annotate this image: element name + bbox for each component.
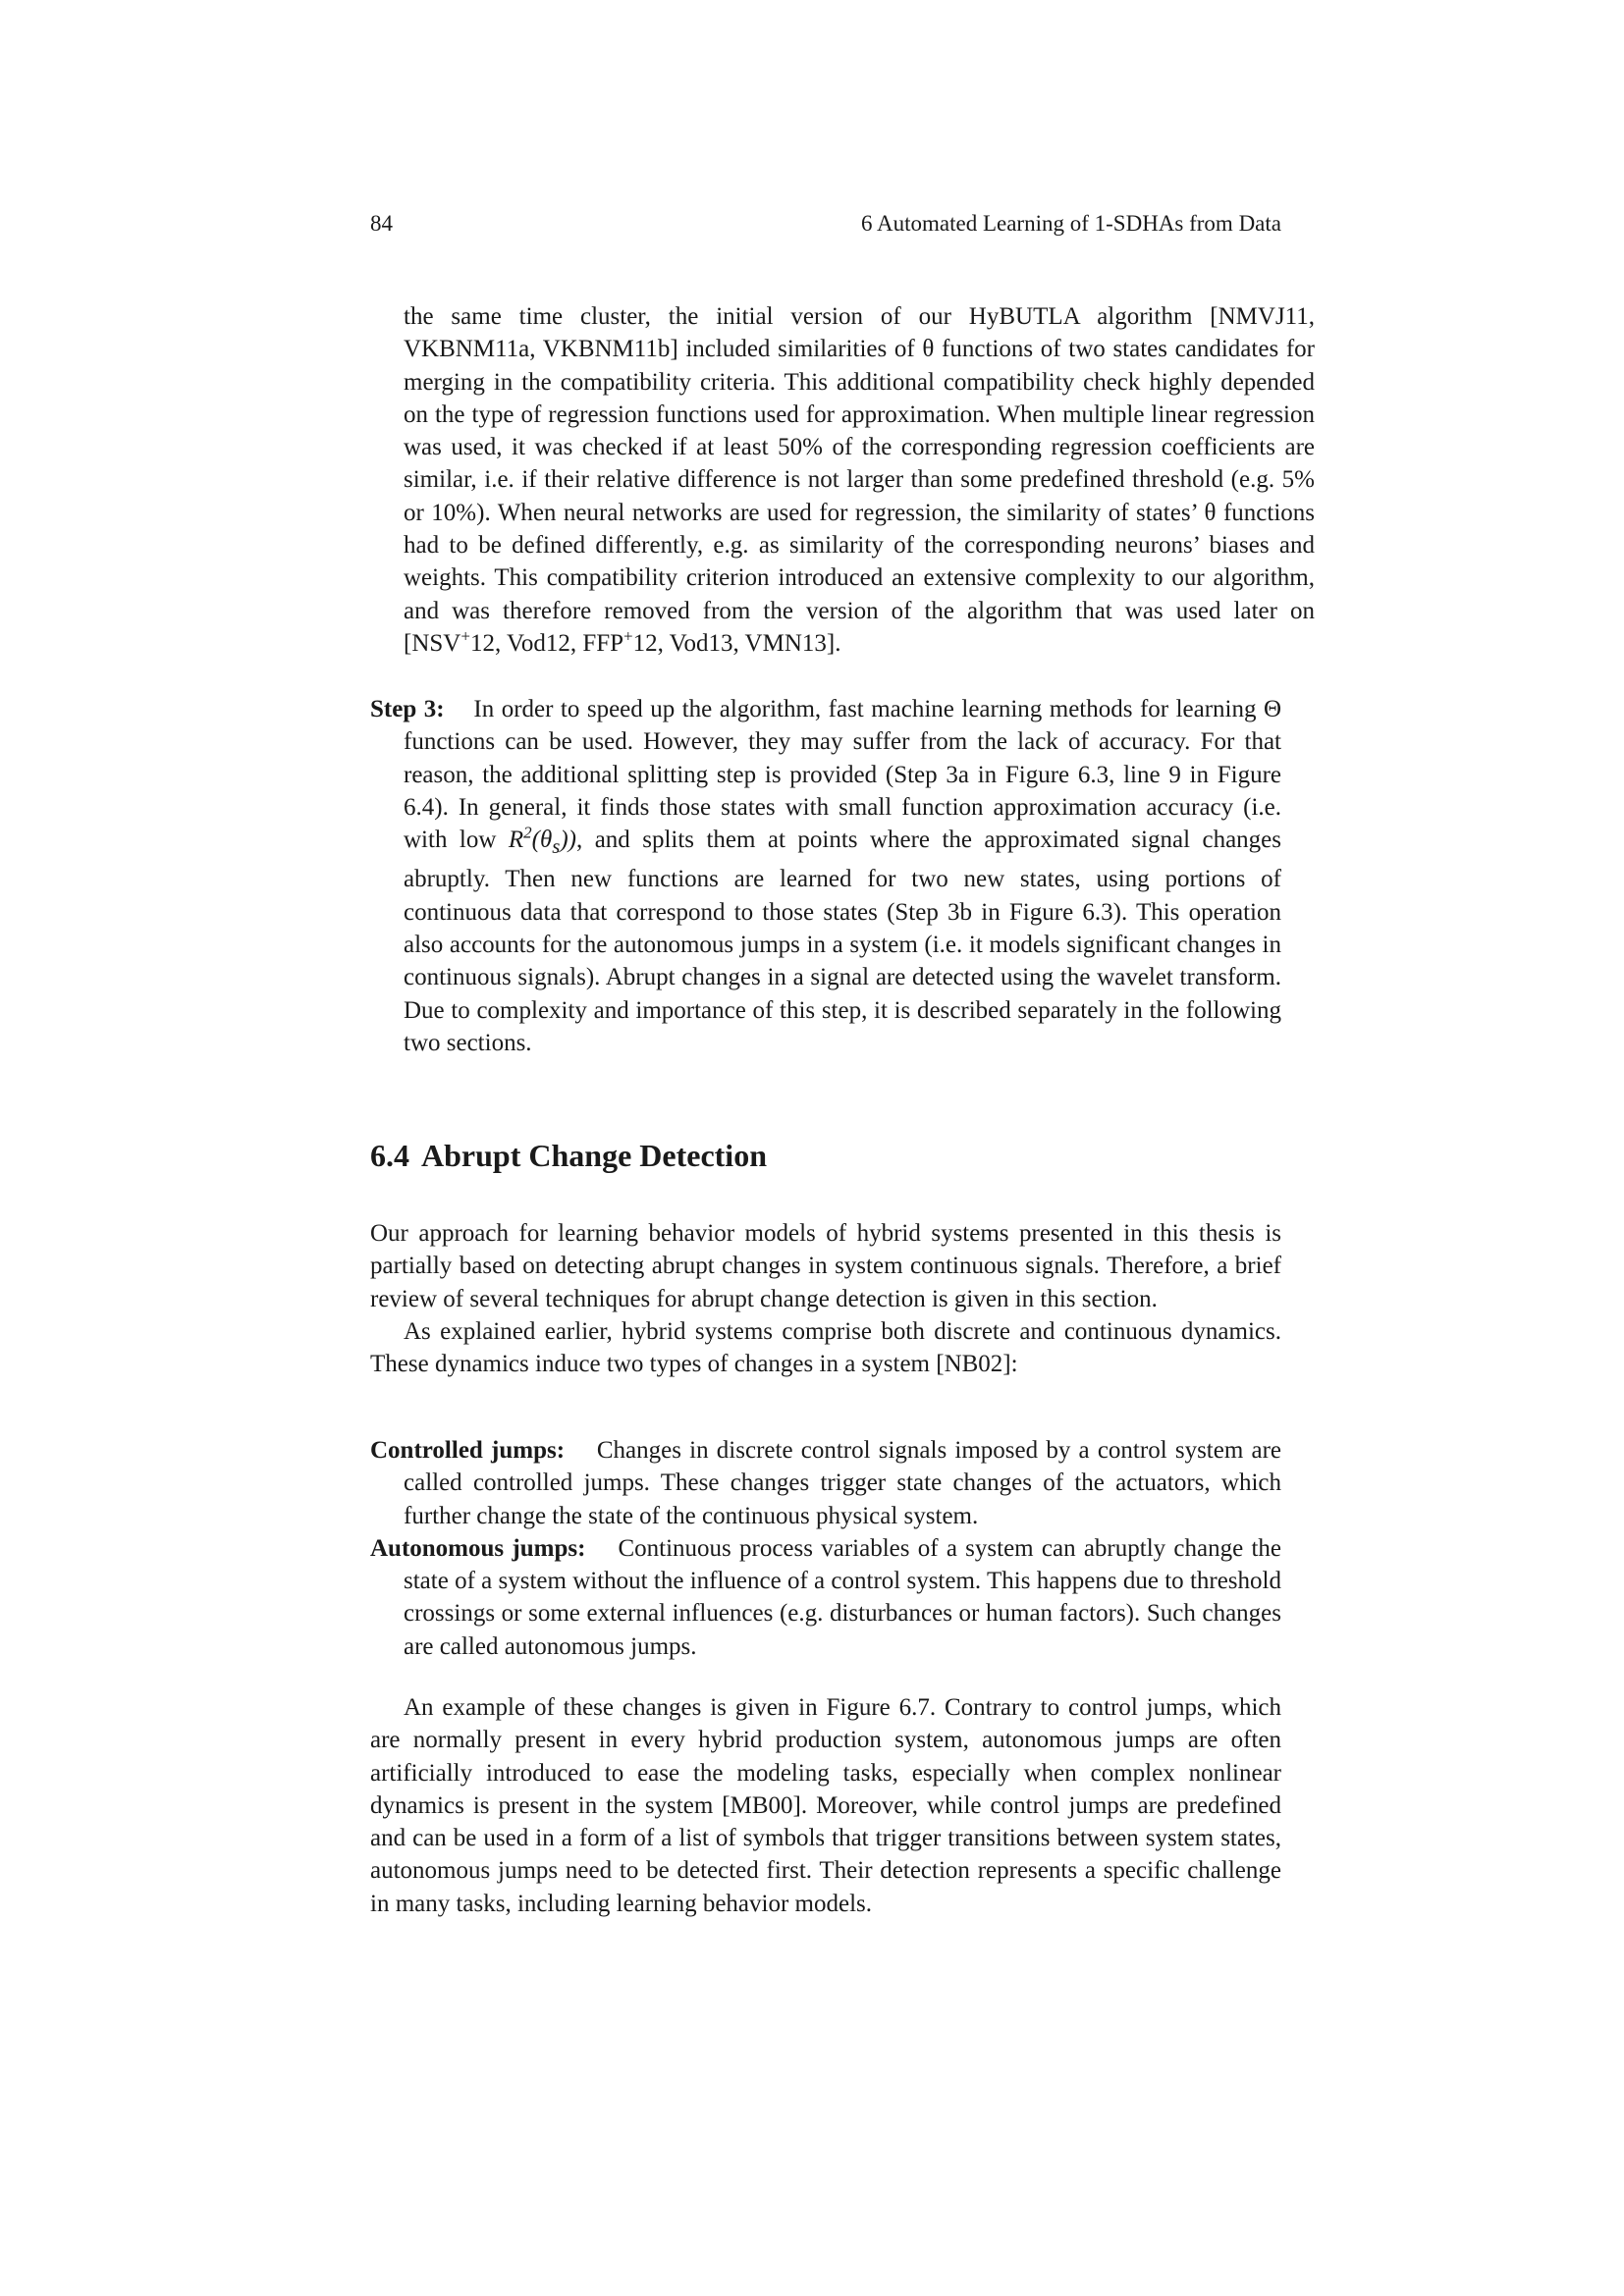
continuation-text: the same time cluster, the initial version of our HyBUTLA algorithm [NMVJ11, VKBNM11a, VKBNM11b] included similarities of θ functions of two states candidates for merging in the compatibility criteria. This additional compatibility check highly depended on the type of regression functions used for approximation. When multiple linear regression was used, it was checked if at least 50% of the corresponding regression coefficients are similar, i.e. if their relative difference is not larger than some predefined threshold (e.g. 5% or 10%). When neural networks are used for regression, the similarity of states’ θ functions had to be defined differently, e.g. as similarity of the corresponding neurons’ biases and weights. This compatibility criterion introduced an extensive complexity to our algorithm, and was therefore removed from the version of the algorithm that was used later on [NSV — [404, 303, 1315, 657]
list-item-autonomous-jumps — [370, 1532, 1281, 1663]
step-3-text-after: , and splits them at points where the approximated signal changes abruptly. Then new functions are learned for two new states, using portions of continuous data that correspond to those states (Step 3b in Figure 6.3). This operation also accounts for the autonomous jumps in a system (i.e. it models significant changes in continuous signals). Abrupt changes in a signal are detected using the wavelet transform. Due to complexity and importance of this step, it is described separately in the following two sections. — [404, 827, 1282, 1056]
list-item-controlled-jumps — [370, 1434, 1281, 1532]
intro-paragraph-2: As explained earlier, hybrid systems comprise both discrete and continuous dynamics. These dynamics induce two types of changes in a system [NB02]: — [370, 1317, 1281, 1378]
continuation-text-mid: 12, Vod12, FFP — [469, 629, 624, 657]
step-3-item — [370, 693, 1281, 1059]
chapter-title: 6 Automated Learning of 1-SDHAs from Data — [861, 211, 1281, 236]
step-3-text: In order to speed up the algorithm, fast machine learning methods for learning Θ functions can be used. However, they may suffer from the lack of accuracy. For that reason, the additional splitting step is provided (Step 3a in Figure 6.3, line 9 in Figure 6.4). In general, it finds those states with small function approximation accuracy (i.e. with low — [404, 696, 1282, 854]
term-definition: Continuous process variables of a system can abruptly change the state of a system without the influence of a control system. This happens due to threshold crossings or some external influences (e.g. disturbances or human factors). Such changes are called autonomous jumps. — [404, 1534, 1281, 1660]
continuation-paragraph — [370, 300, 1315, 660]
intro-paragraph-1: Our approach for learning behavior models of hybrid systems presented in this thesis is partially based on detecting abrupt changes in system continuous signals. Therefore, a brief review of several techniques for abrupt change detection is given in this section. — [370, 1220, 1281, 1312]
citation-superscript: + — [623, 626, 633, 646]
page-number: 84 — [370, 211, 393, 236]
term-label: Autonomous jumps: — [370, 1534, 586, 1562]
step-3-label: Step 3: — [370, 696, 445, 722]
citation-superscript: + — [460, 626, 470, 646]
continuation-text-end: 12, Vod13, VMN13]. — [632, 629, 841, 657]
example-section — [370, 1691, 1281, 1920]
term-definition: Changes in discrete control signals imposed by a control system are called controlled jumps. These changes trigger state changes of the actuators, which further change the state of the continuous physical system. — [404, 1437, 1282, 1529]
term-label: Controlled jumps: — [370, 1437, 566, 1464]
jump-types-list — [370, 1434, 1281, 1663]
math-expression: $R^2(\theta_s)$) — [508, 823, 576, 859]
section-title: Abrupt Change Detection — [421, 1138, 767, 1173]
section-intro — [370, 1217, 1281, 1380]
example-paragraph: An example of these changes is given in Figure 6.7. Contrary to control jumps, which are normally present in every hybrid production system, autonomous jumps are often artificially introduced to ease the modeling tasks, especially when complex nonlinear dynamics is present in the system [MB00]. Moreover, while control jumps are predefined and can be used in a form of a list of symbols that trigger transitions between system states, autonomous jumps need to be detected first. Their detection represents a specific challenge in many tasks, including learning behavior models. — [370, 1694, 1281, 1917]
running-header — [370, 208, 1281, 240]
section-number: 6.4 — [370, 1138, 409, 1173]
section-heading — [370, 1136, 767, 1175]
